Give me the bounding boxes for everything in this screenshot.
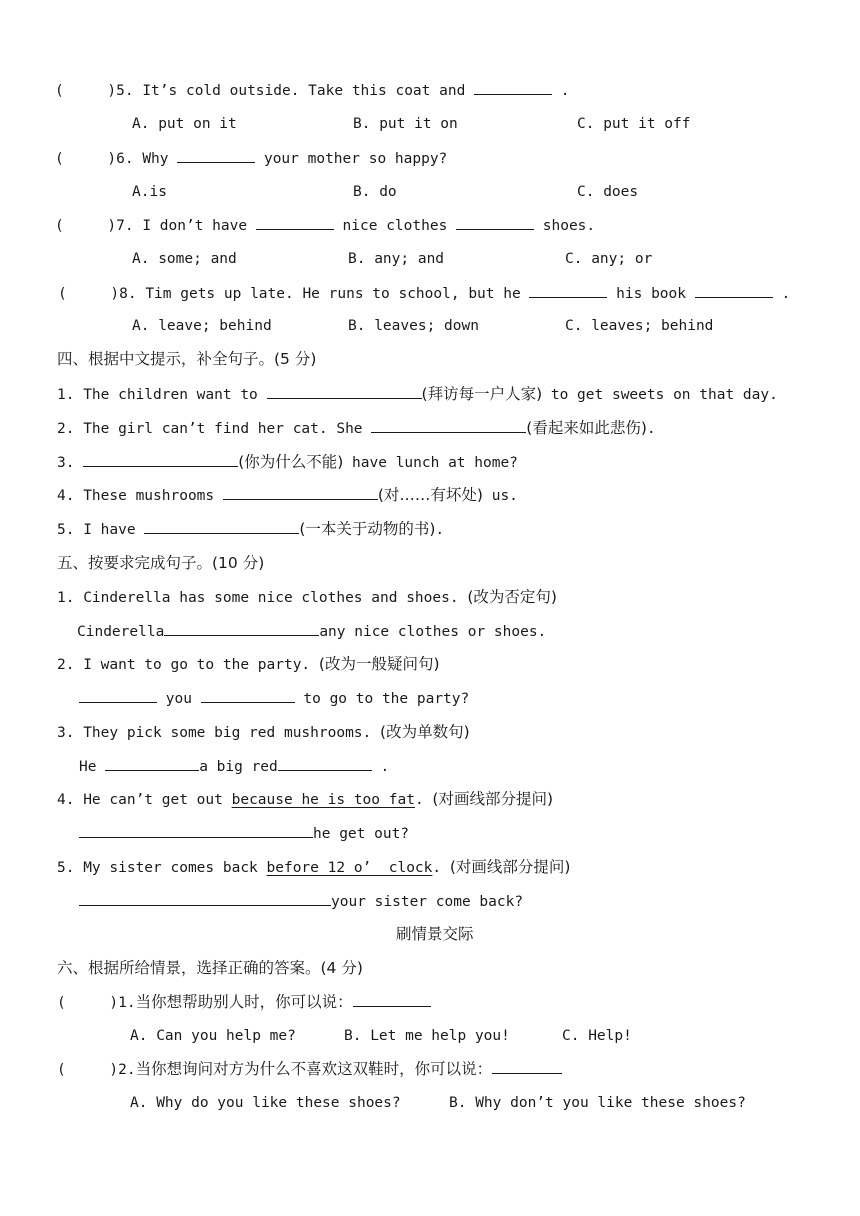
situation-item-1: ( )1.当你想帮助别人时，你可以说： bbox=[57, 992, 431, 1013]
transform-item-3: 3. They pick some big red mushrooms. (改为单数句) bbox=[57, 723, 470, 741]
situation-item-2: ( )2.当你想询问对方为什么不喜欢这双鞋时，你可以说： bbox=[57, 1059, 562, 1080]
transform-item-1: 1. Cinderella has some nice clothes and shoes. (改为否定句) bbox=[57, 588, 557, 606]
underlined-phrase: because he is too fat bbox=[231, 792, 415, 808]
answer-blank[interactable] bbox=[223, 485, 378, 500]
answer-blank[interactable] bbox=[371, 418, 526, 433]
option-b: B. put it on bbox=[353, 116, 458, 132]
section-4-heading: 四、根据中文提示，补全句子。(5 分) bbox=[57, 350, 317, 368]
answer-blank[interactable] bbox=[278, 756, 372, 771]
answer-blank[interactable] bbox=[83, 452, 238, 467]
fill-item-5: 5. I have (一本关于动物的书). bbox=[57, 520, 445, 538]
answer-blank[interactable] bbox=[177, 148, 255, 163]
option-a: A. some; and bbox=[132, 251, 237, 267]
answer-blank[interactable] bbox=[144, 519, 299, 534]
answer-blank[interactable] bbox=[267, 384, 422, 399]
answer-blank[interactable] bbox=[492, 1059, 562, 1074]
question-5: ( )5. It’s cold outside. Take this coat and . bbox=[55, 80, 570, 101]
option-a: A. put on it bbox=[132, 116, 237, 132]
answer-blank[interactable] bbox=[201, 688, 295, 703]
option-c: C. any; or bbox=[565, 251, 653, 267]
answer-blank[interactable] bbox=[79, 891, 331, 906]
answer-blank[interactable] bbox=[79, 823, 313, 838]
section-divider-title: 刷情景交际 bbox=[396, 925, 474, 943]
fill-item-1: 1. The children want to (拜访每一户人家) to get sweets on that day. bbox=[57, 385, 778, 403]
answer-blank[interactable] bbox=[164, 621, 319, 636]
option-a: A. leave; behind bbox=[132, 318, 272, 334]
transform-item-5: 5. My sister comes back before 12 o’ clock. (对画线部分提问) bbox=[57, 858, 571, 876]
answer-line-2: you to go to the party? bbox=[79, 688, 469, 709]
option-c: C. leaves; behind bbox=[565, 318, 714, 334]
option-b: B. Let me help you! bbox=[344, 1028, 510, 1044]
transform-item-4: 4. He can’t get out because he is too fat. (对画线部分提问) bbox=[57, 790, 554, 808]
question-8: ( )8. Tim gets up late. He runs to school, but he his book . bbox=[58, 283, 790, 304]
answer-line-3: He a big red . bbox=[79, 756, 389, 777]
section-5-heading: 五、按要求完成句子。(10 分) bbox=[57, 554, 265, 572]
option-b: B. do bbox=[353, 184, 397, 200]
question-6: ( )6. Why your mother so happy? bbox=[55, 148, 447, 169]
fill-item-4: 4. These mushrooms (对……有坏处) us. bbox=[57, 486, 518, 504]
option-a: A. Can you help me? bbox=[130, 1028, 296, 1044]
answer-blank[interactable] bbox=[353, 992, 431, 1007]
option-b: B. leaves; down bbox=[348, 318, 479, 334]
answer-blank[interactable] bbox=[256, 215, 334, 230]
option-b: B. any; and bbox=[348, 251, 445, 267]
answer-line-5: your sister come back? bbox=[79, 891, 523, 912]
answer-blank[interactable] bbox=[456, 215, 534, 230]
option-c: C. Help! bbox=[562, 1028, 632, 1044]
option-a: A.is bbox=[132, 184, 167, 200]
question-number: ( )5. bbox=[55, 83, 143, 99]
section-6-heading: 六、根据所给情景，选择正确的答案。(4 分) bbox=[57, 959, 363, 977]
transform-item-2: 2. I want to go to the party. (改为一般疑问句) bbox=[57, 655, 440, 673]
answer-blank[interactable] bbox=[529, 283, 607, 298]
underlined-phrase: before 12 o’ clock bbox=[266, 860, 433, 876]
answer-blank[interactable] bbox=[105, 756, 199, 771]
answer-blank[interactable] bbox=[79, 688, 157, 703]
answer-blank[interactable] bbox=[474, 80, 552, 95]
question-7: ( )7. I don’t have nice clothes shoes. bbox=[55, 215, 595, 236]
option-b: B. Why don’t you like these shoes? bbox=[449, 1095, 746, 1111]
fill-item-2: 2. The girl can’t find her cat. She (看起来如此悲伤). bbox=[57, 419, 656, 437]
answer-line-4: he get out? bbox=[79, 823, 409, 844]
answer-line-1: Cinderella any nice clothes or shoes. bbox=[77, 621, 546, 642]
option-a: A. Why do you like these shoes? bbox=[130, 1095, 401, 1111]
fill-item-3: 3. (你为什么不能) have lunch at home? bbox=[57, 453, 518, 471]
answer-blank[interactable] bbox=[695, 283, 773, 298]
option-c: C. does bbox=[577, 184, 639, 200]
option-c: C. put it off bbox=[577, 116, 691, 132]
